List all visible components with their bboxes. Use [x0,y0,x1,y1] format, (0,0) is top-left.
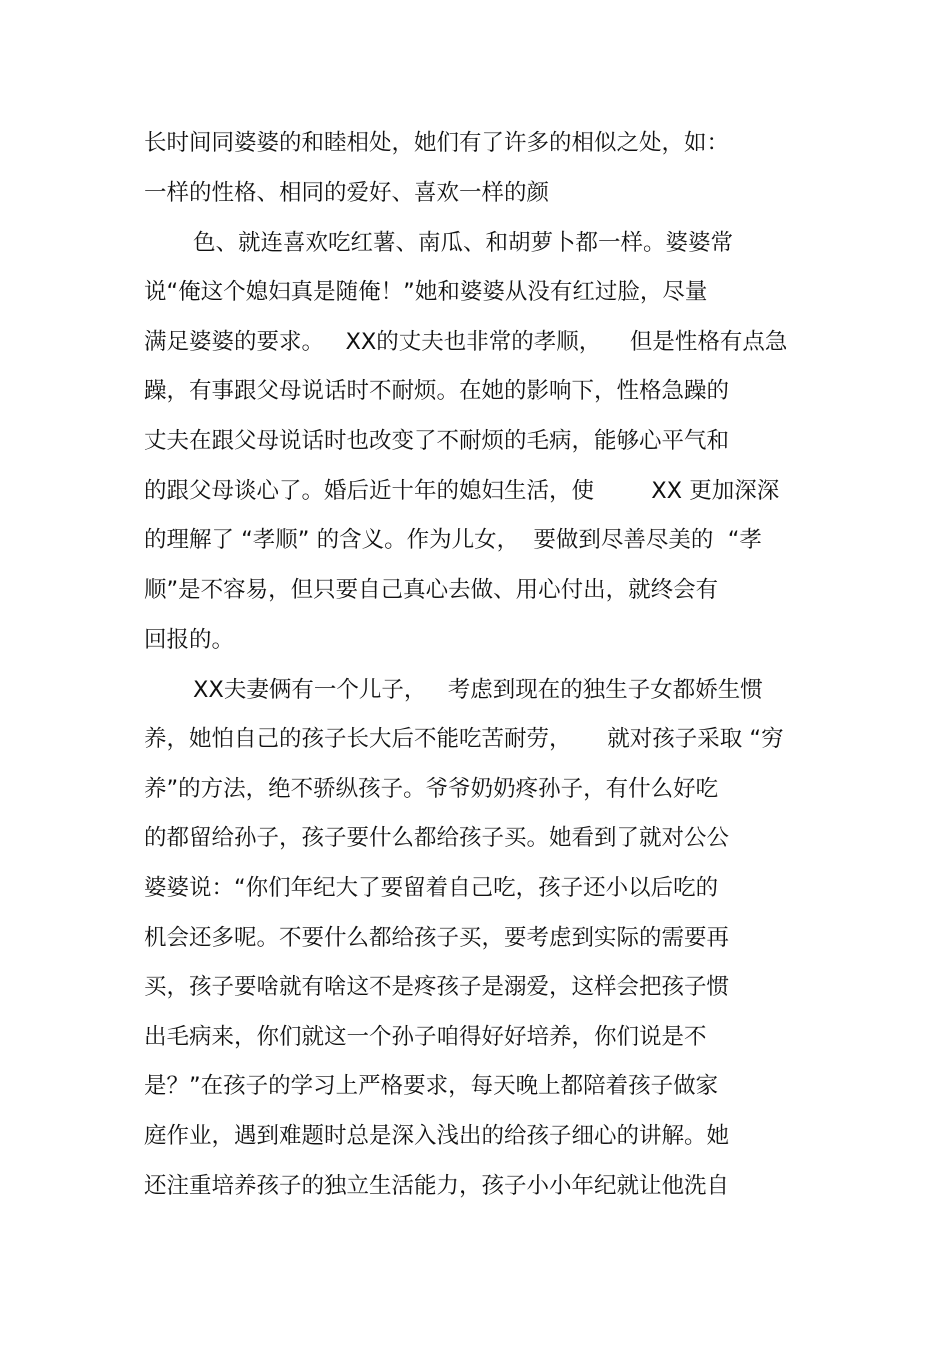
text-line: 一样的性格、相同的爱好、喜欢一样的颜 [144,180,550,206]
text-line: 说“俺这个媳妇真是随俺！”她和婆婆从没有红过脸，尽量 [144,279,708,305]
text-line: 出毛病来，你们就这一个孙子咱得好好培养，你们说是不 [144,1024,707,1050]
text-line: 是？”在孩子的学习上严格要求，每天晚上都陪着孩子做家 [144,1073,719,1099]
text-line: 满足婆婆的要求。 XX的丈夫也非常的孝顺， 但是性格有点急 [144,329,788,355]
text-line: 养”的方法，绝不骄纵孩子。爷爷奶奶疼孙子，有什么好吃 [144,776,719,802]
text-line: 长时间同婆婆的和睦相处，她们有了许多的相似之处，如： [144,130,730,156]
text-line: 色、就连喜欢吃红薯、南瓜、和胡萝卜都一样。婆婆常 [193,230,734,256]
text-line: 的都留给孙子，孩子要什么都给孩子买。她看到了就对公公 [144,825,730,851]
text-line: 回报的。 [144,627,235,653]
text-line: 养，她怕自己的孩子长大后不能吃苦耐劳， 就对孩子采取 “穷 [144,726,784,752]
text-line: 顺”是不容易，但只要自己真心去做、用心付出，就终会有 [144,577,719,603]
text-line: 丈夫在跟父母说话时也改变了不耐烦的毛病，能够心平气和 [144,428,730,454]
text-line: 的理解了 “孝顺” 的含义。作为儿女， 要做到尽善尽美的 “孝 [144,527,762,553]
text-line: 机会还多呢。不要什么都给孩子买，要考虑到实际的需要再 [144,925,730,951]
text-line: 躁，有事跟父母说话时不耐烦。在她的影响下，性格急躁的 [144,378,730,404]
text-line: 婆婆说：“你们年纪大了要留着自己吃，孩子还小以后吃的 [144,875,719,901]
text-line: 的跟父母谈心了。婚后近十年的媳妇生活，使 XX 更加深深 [144,478,780,504]
text-line: XX夫妻俩有一个儿子， 考虑到现在的独生子女都娇生惯 [193,677,763,703]
text-line: 还注重培养孩子的独立生活能力，孩子小小年纪就让他洗自 [144,1173,730,1199]
text-line: 庭作业，遇到难题时总是深入浅出的给孩子细心的讲解。她 [144,1123,730,1149]
text-line: 买，孩子要啥就有啥这不是疼孩子是溺爱，这样会把孩子惯 [144,974,730,1000]
